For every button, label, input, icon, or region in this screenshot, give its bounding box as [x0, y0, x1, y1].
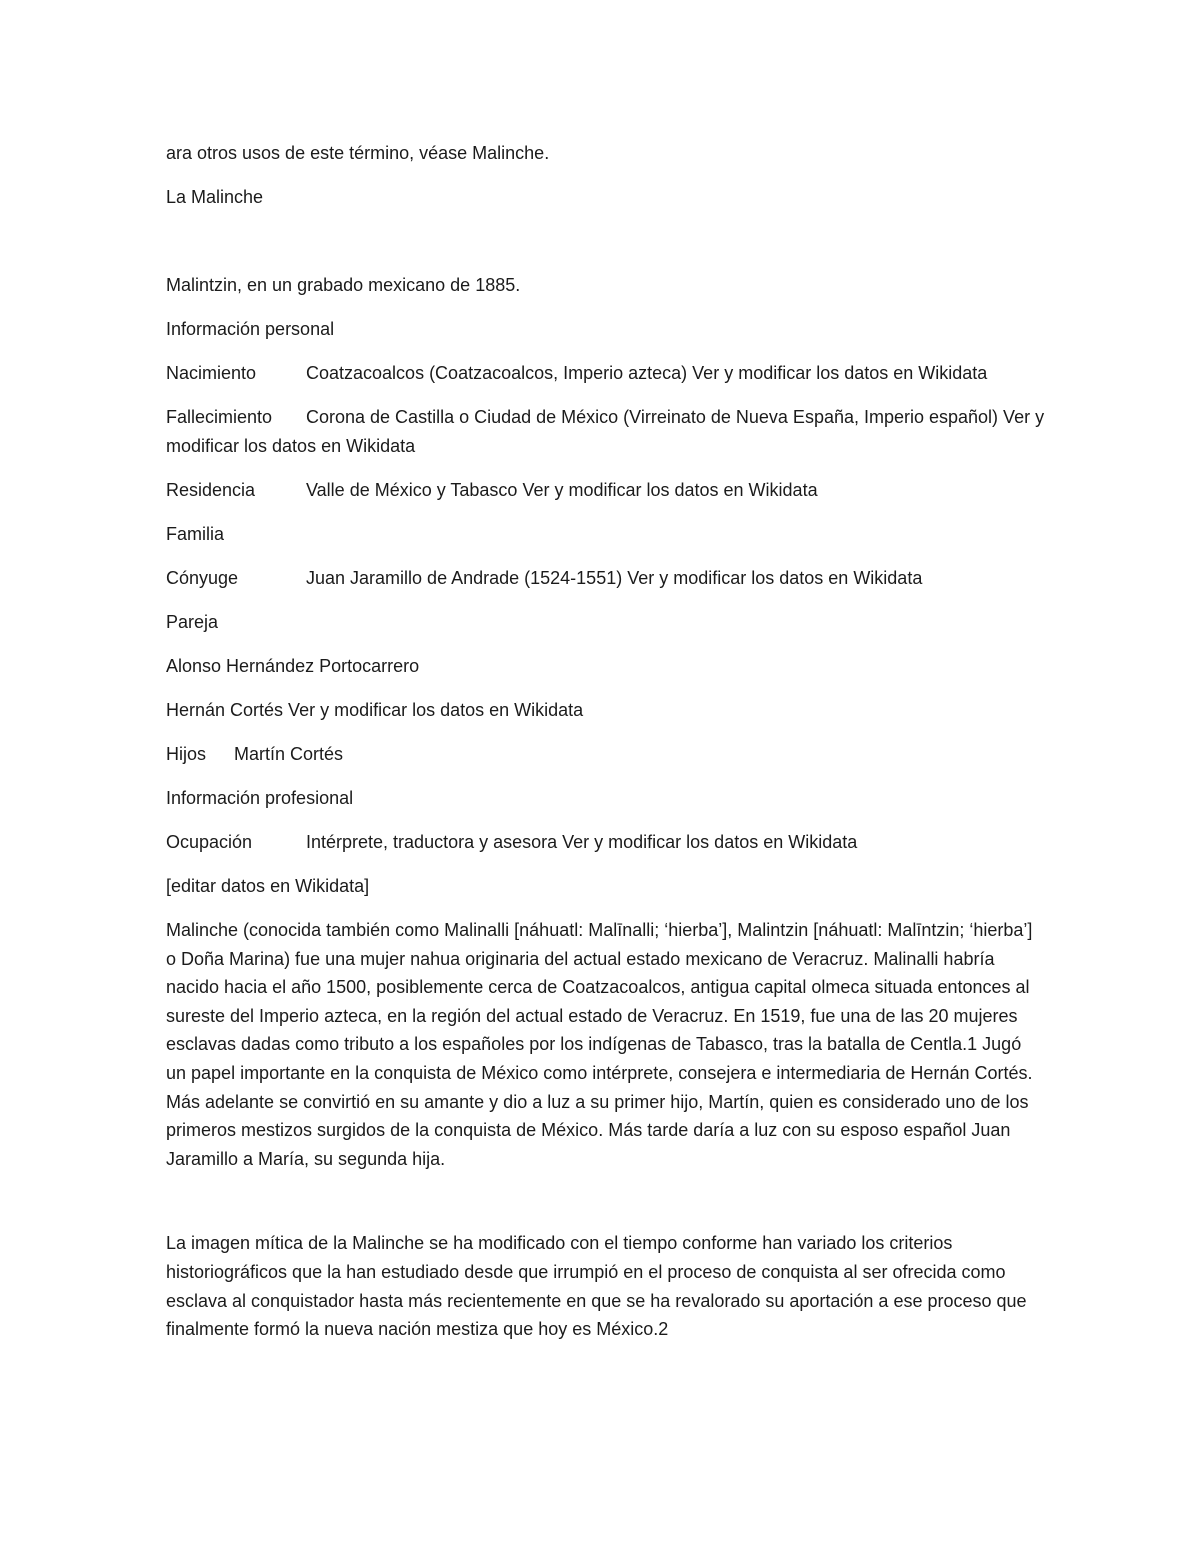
- row-label: Nacimiento: [166, 363, 257, 383]
- row-label: Residencia: [166, 480, 256, 500]
- pareja-item-2: Hernán Cortés Ver y modificar los datos en Wikidata: [166, 700, 584, 720]
- document-page: [166, 139, 1046, 1359]
- row-label: Cónyuge: [166, 568, 239, 588]
- body-paragraph-2: La imagen mítica de la Malinche se ha modificado con el tiempo conforme han variado los criterios historiográficos que la han estudiado desde que irrumpió en el proceso de conquista al ser ofrecida como esclava al conquistador hasta más recientemente en que se ha revalorado su aportación a ese proceso que finalmente formó la nueva nación mestiza que hoy es México.2: [166, 1233, 1027, 1340]
- row-fallecimiento: [166, 403, 1046, 461]
- paragraph-spacer: [166, 1188, 1046, 1229]
- row-hijos: [166, 740, 1046, 769]
- row-value: Intérprete, traductora y asesora Ver y modificar los datos en Wikidata: [306, 832, 858, 852]
- row-ocupacion: [166, 828, 1046, 857]
- row-value: Martín Cortés: [234, 744, 344, 764]
- row-nacimiento: [166, 359, 1046, 388]
- row-label: Ocupación: [166, 832, 253, 852]
- image-caption: Malintzin, en un grabado mexicano de 1885.: [166, 275, 521, 295]
- body-paragraph-1: Malinche (conocida también como Malinalli [náhuatl: Malīnalli; ‘hierba’], Malintzin [náhuatl: Malīntzin; ‘hierba’] o Doña Marina) fue una mujer nahua originaria del actual estado mexicano de Veracruz. Malinalli habría nacido hacia el año 1500, posiblemente cerca de Coatzacoalcos, antigua capital olmeca situada entonces al sureste del Imperio azteca, en la región del actual estado de Veracruz. En 1519, fue una de las 20 mujeres esclavas dadas como tributo a los españoles por los indígenas de Tabasco, tras la batalla de Centla.1 Jugó un papel importante en la conquista de México como intérprete, consejera e intermediaria de Hernán Cortés. Más adelante se convirtió en su amante y dio a luz a su primer hijo, Martín, quien es considerado uno de los primeros mestizos surgidos de la conquista de México. Más tarde daría a luz con su esposo español Juan Jaramillo a María, su segunda hija.: [166, 920, 1033, 1169]
- disambiguation-note: ara otros usos de este término, véase Malinche.: [166, 143, 550, 163]
- row-value: Juan Jaramillo de Andrade (1524-1551) Ver y modificar los datos en Wikidata: [306, 568, 923, 588]
- infobox-title: La Malinche: [166, 187, 264, 207]
- row-value: Corona de Castilla o Ciudad de México (Virreinato de Nueva España, Imperio español) Ver y modificar los datos en Wikidata: [166, 407, 1045, 456]
- row-label: Hijos: [166, 744, 207, 764]
- row-value: Valle de México y Tabasco Ver y modificar los datos en Wikidata: [306, 480, 818, 500]
- section-familia: Familia: [166, 524, 225, 544]
- image-placeholder: [166, 227, 1046, 271]
- section-personal-info: Información personal: [166, 319, 335, 339]
- section-professional-info: Información profesional: [166, 788, 354, 808]
- pareja-item-1: Alonso Hernández Portocarrero: [166, 656, 420, 676]
- row-conyuge: [166, 564, 1046, 593]
- row-value: Coatzacoalcos (Coatzacoalcos, Imperio azteca) Ver y modificar los datos en Wikidata: [306, 363, 988, 383]
- edit-wikidata-link: [editar datos en Wikidata]: [166, 876, 370, 896]
- pareja-label: Pareja: [166, 612, 219, 632]
- row-residencia: [166, 476, 1046, 505]
- row-label: Fallecimiento: [166, 407, 273, 427]
